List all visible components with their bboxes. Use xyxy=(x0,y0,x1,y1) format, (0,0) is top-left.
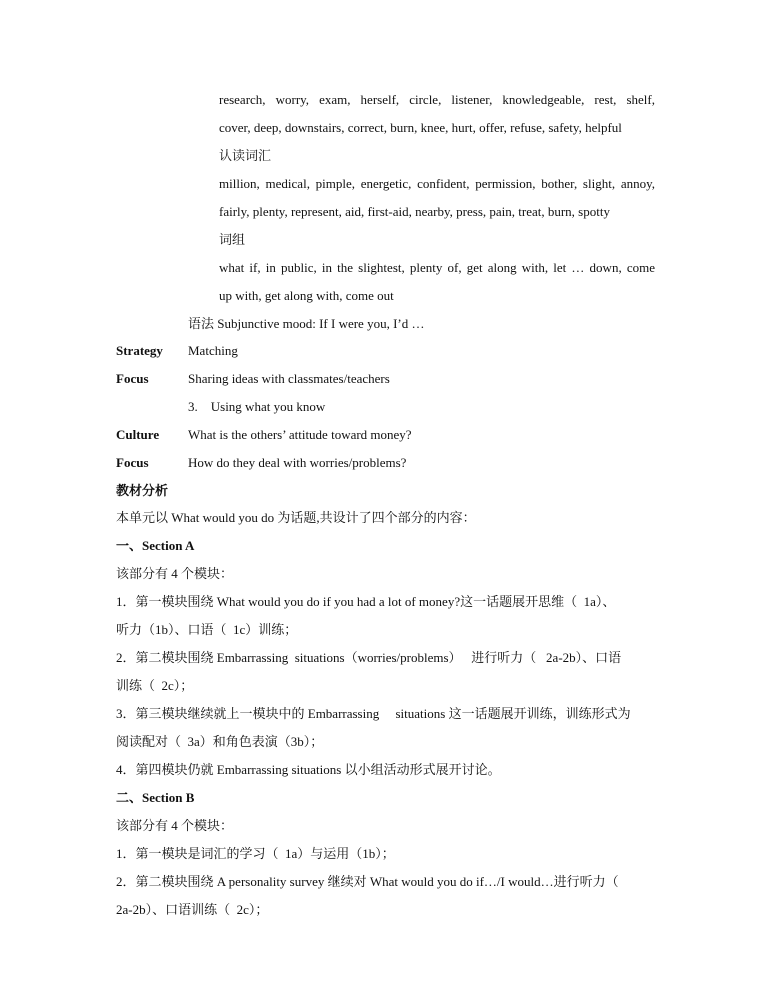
strategy-label: Strategy xyxy=(116,343,163,358)
section-b-intro: 该部分有 4 个模块： xyxy=(116,818,234,833)
grammar-line: 语法 Subjunctive mood: If I were you, I’d … xyxy=(188,316,425,331)
section-b-heading: 二、Section B xyxy=(116,790,195,805)
culture-focus-label: Focus xyxy=(116,455,149,470)
vocab-line-2: cover, deep, downstairs, correct, burn, knee, hurt, offer, refuse, safety, helpful xyxy=(219,120,622,135)
strategy-item-2: Sharing ideas with classmates/teachers xyxy=(188,371,390,386)
section-b-item-2-line-1: 2．第二模块围绕 A personality survey 继续对 What would you do if…/I would…进行听力（ xyxy=(116,874,619,889)
vocab-line-5: what if, in public, in the slightest, plenty of, get along with, let … down, come xyxy=(219,260,655,275)
vocab-line-3: million, medical, pimple, energetic, confident, permission, bother, slight, annoy, xyxy=(219,176,655,191)
section-b-item-2-line-2: 2a-2b）、口语训练（ 2c）； xyxy=(116,902,269,917)
strategy-item-3: 3. Using what you know xyxy=(188,399,326,414)
culture-label: Culture xyxy=(116,427,160,442)
section-a-item-1-line-1: 1．第一模块围绕 What would you do if you had a lot of money?这一话题展开思维（ 1a）、 xyxy=(116,594,616,609)
culture-item-1: What is the others’ attitude toward money? xyxy=(188,427,412,442)
section-a-item-2-line-2: 训练（ 2c）； xyxy=(116,678,194,693)
strategy-item-1: Matching xyxy=(188,343,238,358)
section-a-item-1-line-2: 听力（1b）、口语（ 1c）训练； xyxy=(116,622,298,637)
phrases-heading: 词组 xyxy=(219,232,246,247)
section-b-item-1: 1．第一模块是词汇的学习（ 1a）与运用（1b）； xyxy=(116,846,395,861)
vocab-line-4: fairly, plenty, represent, aid, first-aid, nearby, press, pain, treat, burn, spotty xyxy=(219,204,610,219)
section-a-item-3-line-1: 3．第三模块继续就上一模块中的 Embarrassing situations 这一话题展开训练，训练形式为 xyxy=(116,706,631,721)
section-a-heading: 一、Section A xyxy=(116,538,195,553)
analysis-intro: 本单元以 What would you do 为话题,共设计了四个部分的内容： xyxy=(116,510,476,525)
strategy-focus-label: Focus xyxy=(116,371,149,386)
section-a-item-2-line-1: 2．第二模块围绕 Embarrassing situations（worries/problems） 进行听力（ 2a-2b）、口语 xyxy=(116,650,622,665)
section-a-item-4: 4．第四模块仍就 Embarrassing situations 以小组活动形式展开讨论。 xyxy=(116,762,501,777)
vocab-line-1: research, worry, exam, herself, circle, listener, knowledgeable, rest, shelf, xyxy=(219,92,655,107)
analysis-heading: 教材分析 xyxy=(116,483,169,498)
section-a-intro: 该部分有 4 个模块： xyxy=(116,566,234,581)
recognition-vocab-heading: 认读词汇 xyxy=(219,148,272,163)
culture-item-2: How do they deal with worries/problems? xyxy=(188,455,407,470)
vocab-line-6: up with, get along with, come out xyxy=(219,288,394,303)
section-a-item-3-line-2: 阅读配对（ 3a）和角色表演（3b）； xyxy=(116,734,324,749)
